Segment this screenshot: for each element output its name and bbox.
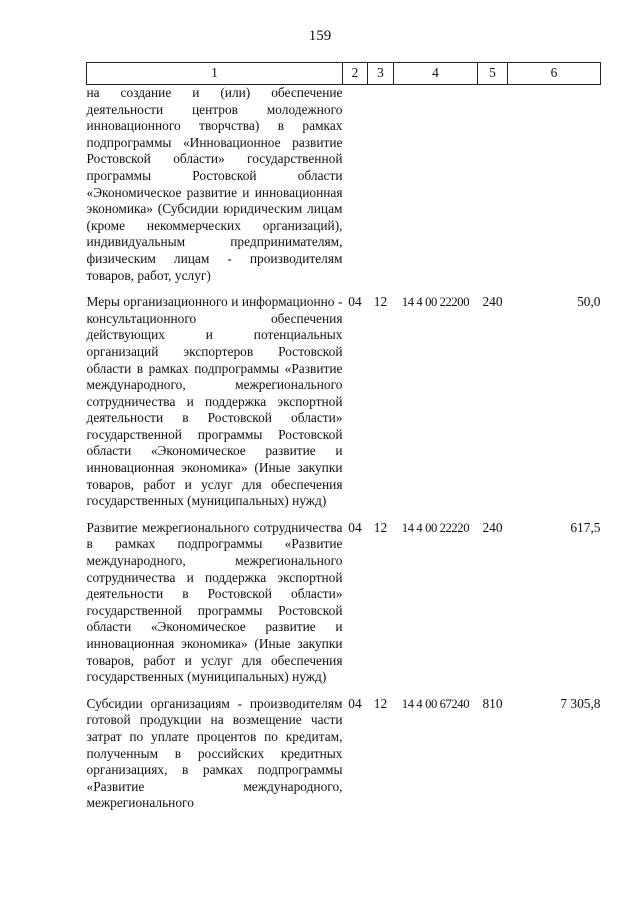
row-spacer [87,686,601,696]
header-col-1: 1 [87,63,343,85]
row-expense-type [478,85,508,285]
page-number: 159 [308,28,332,44]
row-section: 04 [348,519,362,535]
header-col-6: 6 [508,63,601,85]
row-amount [508,85,601,285]
row-spacer [87,510,601,520]
row-section: 04 [348,294,362,310]
row-section [343,85,368,285]
row-description: Меры организационного и информационно - консультационного обеспечения действующих и потенциальных организаций экспортеров Ростовской области в рамках подпрограммы «Развитие международного, межрегионального сотрудничества и поддержка экспортной деятельности в Ростовской области» государственной программы Ростовской области «Экономическое развитие и инновационная экономика» (Иные закупки товаров, работ и услуг для обеспечения государственных (муниципальных) нужд) [86,294,343,509]
table-row [87,294,601,510]
row-description: Субсидии организациям - производителям готовой продукции на возмещение части затрат по уплате процентов по кредитам, полученным в российских кредитных организациях, в рамках подпрограммы «Развитие международного, межрегионального [86,695,343,811]
row-subsection: 12 [373,519,388,535]
header-col-2: 2 [343,63,368,85]
header-col-3: 3 [368,63,394,85]
header-col-4: 4 [394,63,478,85]
table-header-row [87,63,601,85]
row-target-code [394,85,478,285]
row-target-code: 14 4 00 22220 [401,520,470,535]
row-spacer [87,284,601,294]
row-subsection: 12 [373,695,388,711]
row-expense-type: 240 [482,294,503,310]
table-row [87,520,601,686]
row-subsection: 12 [373,294,388,310]
row-section: 04 [348,695,362,711]
budget-table [86,62,601,812]
row-target-code: 14 4 00 67240 [401,696,470,711]
row-target-code: 14 4 00 22200 [401,295,470,310]
table-row [87,696,601,812]
row-expense-type: 240 [482,519,503,535]
row-amount: 7 305,8 [560,695,601,711]
row-subsection [368,85,394,285]
row-amount: 50,0 [577,294,601,310]
row-description: на создание и (или) обеспечение деятельности центров молодежного инновационного творчства) в рамках подпрограммы «Инновационное развитие Ростовской области» государственной программы Ростовской области «Экономическое развитие и инновационная экономика» (Субсидии юридическим лицам (кроме некоммерческих организаций), индивидуальным предпринимателям, физическим лицам - производителям товаров, работ, услуг) [86,85,343,283]
row-amount: 617,5 [570,519,601,535]
table-row [87,85,601,285]
header-col-5: 5 [478,63,508,85]
row-expense-type: 810 [482,695,503,711]
row-description: Развитие межрегионального сотрудничества в рамках подпрограммы «Развитие международного, межрегионального сотрудничества и поддержка экспортной деятельности в Ростовской области» государственной программы Ростовской области «Экономическое развитие и инновационная экономика» (Иные закупки товаров, работ и услуг для обеспечения государственных (муниципальных) нужд) [86,519,343,685]
